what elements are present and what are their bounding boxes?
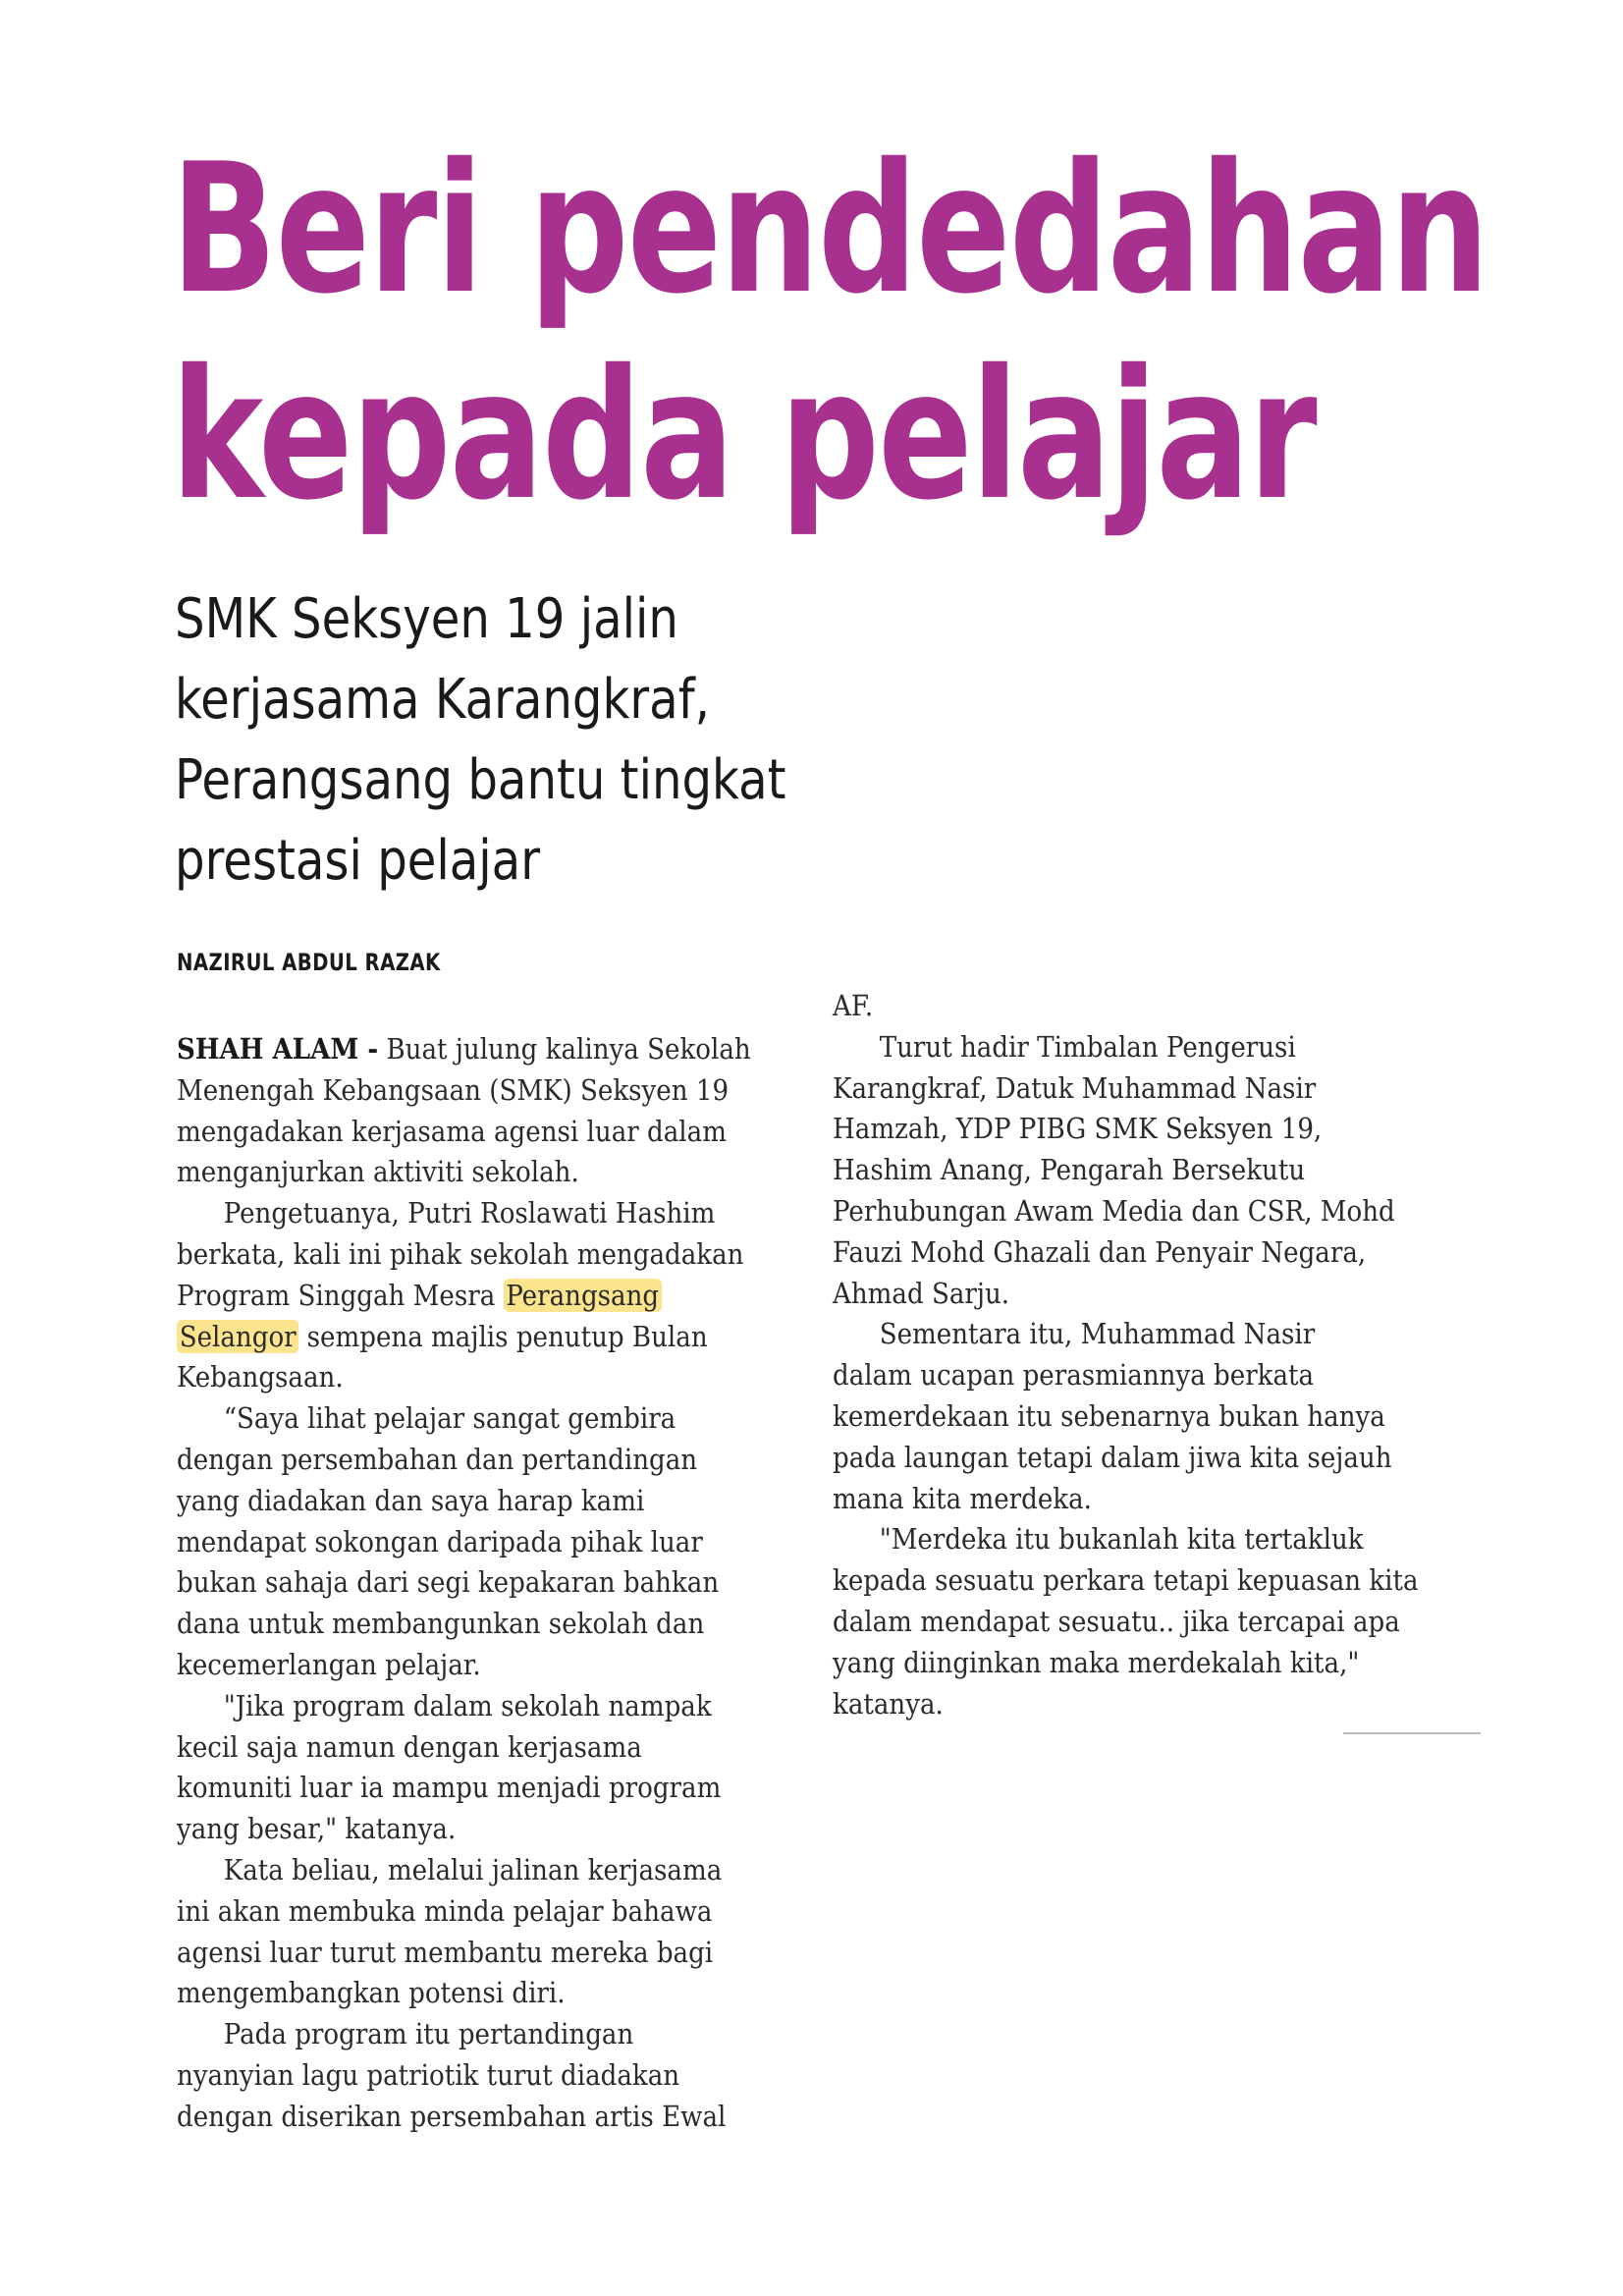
text-line: Program Singgah Mesra Perangsang (177, 1276, 804, 1317)
text-line: “Saya lihat pelajar sangat gembira (223, 1401, 676, 1436)
text-line: Kebangsaan. (177, 1360, 344, 1394)
text-line: nyanyian lagu patriotik turut diadakan (177, 2057, 680, 2092)
text-line: SHAH ALAM - Buat julung kalinya Sekolah (177, 1032, 751, 1066)
text-line: bukan sahaja dari segi kepakaran bahkan (177, 1565, 720, 1600)
text-line: mana kita merdeka. (833, 1481, 1092, 1515)
text-line: Turut hadir Timbalan Pengerusi (879, 1029, 1296, 1064)
text-line: komuniti luar ia mampu menjadi program (177, 1771, 722, 1805)
subheadline-line: kerjasama Karangkraf, (175, 668, 710, 732)
subheadline-line: SMK Seksyen 19 jalin (175, 587, 678, 651)
text-line: AF. (833, 989, 874, 1022)
text-line: Kata beliau, melalui jalinan kerjasama (223, 1852, 723, 1886)
text-line: dalam mendapat sesuatu.. jika tercapai apa (833, 1604, 1400, 1638)
text-line: Selangor sempena majlis penutup Bulan (177, 1317, 804, 1358)
text-line: dalam ucapan perasmiannya berkata (833, 1358, 1315, 1393)
text-line: ini akan membuka minda pelajar bahawa (177, 1893, 713, 1928)
text-line: "Merdeka itu bukanlah kita tertakluk (879, 1522, 1364, 1557)
highlighted-text: Perangsang (504, 1279, 662, 1312)
text-line: kemerdekaan itu sebenarnya bukan hanya (833, 1398, 1385, 1433)
text-line: menganjurkan aktiviti sekolah. (177, 1155, 579, 1189)
text-line: kepada sesuatu perkara tetapi kepuasan kita (833, 1563, 1419, 1598)
text-line: dana untuk membangunkan sekolah dan (177, 1607, 705, 1641)
text-line: Hamzah, YDP PIBG SMK Seksyen 19, (833, 1112, 1323, 1146)
text-line: Ahmad Sarju. (833, 1276, 1010, 1310)
text-line: pada laungan tetapi dalam jiwa kita sejauh (833, 1440, 1392, 1474)
dateline: SHAH ALAM - (177, 1032, 379, 1066)
text-line: mengadakan kerjasama agensi luar dalam (177, 1114, 727, 1148)
text-line: mendapat sokongan daripada pihak luar (177, 1524, 703, 1558)
text-line: Menengah Kebangsaan (SMK) Seksyen 19 (177, 1072, 730, 1107)
text-line: yang diinginkan maka merdekalah kita," (833, 1645, 1360, 1679)
text-line: dengan diserikan persembahan artis Ewal (177, 2099, 727, 2133)
subheadline-line: Perangsang bantu tingkat (175, 748, 786, 812)
text-line: yang diadakan dan saya harap kami (177, 1483, 645, 1517)
byline: NAZIRUL ABDUL RAZAK (177, 949, 441, 976)
text-line: kecemerlangan pelajar. (177, 1647, 481, 1681)
article-column-right (833, 986, 1530, 1724)
subheadline-line: prestasi pelajar (175, 829, 541, 893)
text-line: Hashim Anang, Pengarah Bersekutu (833, 1153, 1306, 1187)
text-line: mengembangkan potensi diri. (177, 1976, 566, 2010)
headline-line-2: kepada pelajar (171, 331, 1317, 539)
article-column-left (177, 1029, 874, 2138)
text-line: Pada program itu pertandingan (223, 2017, 634, 2051)
text-line: yang besar," katanya. (177, 1812, 457, 1846)
text-line: katanya. (833, 1686, 944, 1721)
text-line: Karangkraf, Datuk Muhammad Nasir (833, 1070, 1317, 1105)
headline (171, 125, 1488, 539)
text-line: kecil saja namun dengan kerjasama (177, 1729, 642, 1764)
headline-line-1: Beri pendedahan (171, 125, 1488, 333)
text-line: berkata, kali ini pihak sekolah mengadakan (177, 1236, 744, 1271)
text-line: agensi luar turut membantu mereka bagi (177, 1935, 714, 1969)
highlighted-text: Selangor (177, 1320, 298, 1353)
text-line: Pengetuanya, Putri Roslawati Hashim (223, 1196, 716, 1230)
text-line: "Jika program dalam sekolah nampak (223, 1688, 712, 1722)
text-line: Fauzi Mohd Ghazali dan Penyair Negara, (833, 1234, 1367, 1269)
text-line: Sementara itu, Muhammad Nasir (879, 1317, 1316, 1351)
end-rule (1343, 1732, 1481, 1734)
text-line: Perhubungan Awam Media dan CSR, Mohd (833, 1193, 1395, 1228)
text-line: dengan persembahan dan pertandingan (177, 1442, 698, 1476)
subheadline (175, 579, 786, 902)
